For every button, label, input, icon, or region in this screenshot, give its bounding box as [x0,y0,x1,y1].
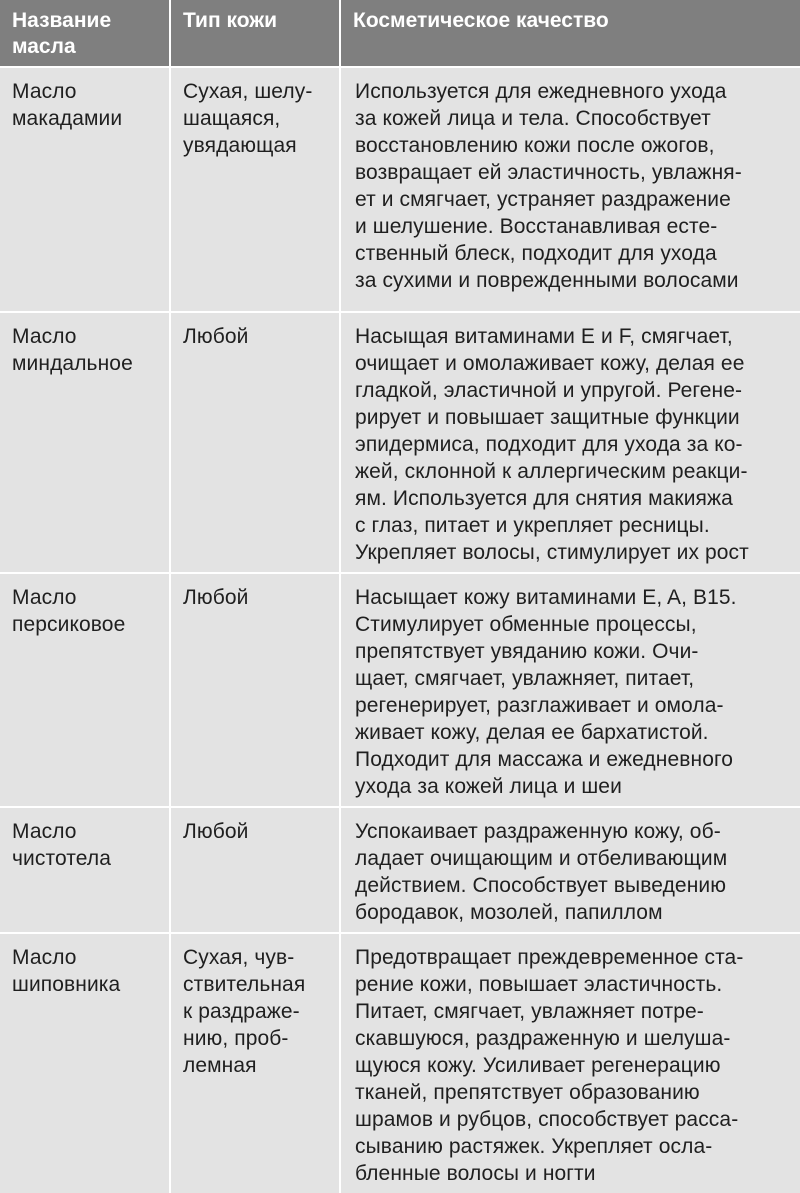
skin-type-cell [170,67,340,312]
skin-type-cell [170,807,340,933]
cosmetic-quality: Предотвращает преждевременное ста- рение кожи, повышает эластичность. Питает, смягчает, увлажняет потре- скавшуюся, раздраженную и шелуша- щуюся кожу. Усиливает регенерацию тканей, препятствует образованию шрамов и рубцов, способствует расса- сыванию растяжек. Укрепляет осла- бленные волосы и ногти [355,946,744,1185]
table-row [0,573,800,807]
table-header [0,0,800,67]
table-row [0,807,800,933]
header-skin-type-text: Тип кожи [183,9,278,32]
oil-name: Масло чистотела [12,820,111,870]
cosmetic-quality: Используется для ежедневного ухода за кожей лица и тела. Способствует восстановлению кожи после ожогов, возвращает ей эластичность, увлажня- ет и смягчает, устраняет раздражение и шелушение. Восстанавливая есте- ственный блеск, подходит для ухода за сухими и поврежденными волосами [355,80,742,292]
oil-name: Масло персиковое [12,586,126,636]
header-cosmetic-quality-text: Косметическое качество [353,9,609,32]
skin-type-cell [170,933,340,1193]
cosmetic-quality-cell [340,933,800,1193]
skin-type: Любой [183,586,249,609]
header-cosmetic-quality [340,0,800,67]
cosmetic-quality-cell [340,807,800,933]
oil-name: Масло шиповника [12,946,121,996]
header-oil-name [0,0,170,67]
cosmetic-quality-cell [340,67,800,312]
oil-name-cell [0,67,170,312]
skin-type: Любой [183,325,249,348]
skin-type: Сухая, шелу- шащаяся, увядающая [183,80,313,157]
oil-name-cell [0,807,170,933]
cosmetic-quality: Насыщает кожу витаминами E, A, B15. Стимулирует обменные процессы, препятствует увяданию кожи. Очи- щает, смягчает, увлажняет, питает, регенерирует, разглаживает и омола- живает кожу, делая ее бархатистой. Подходит для массажа и ежедневного ухода за кожей лица и шеи [355,586,737,798]
cosmetic-quality-cell [340,312,800,573]
table-row [0,67,800,312]
table-body [0,67,800,1193]
oil-name-cell [0,573,170,807]
oil-name-cell [0,312,170,573]
table-row [0,312,800,573]
skin-type-cell [170,312,340,573]
cosmetic-quality: Успокаивает раздраженную кожу, об- ладает очищающим и отбеливающим действием. Способствует выведению бородавок, мозолей, папиллом [355,820,728,924]
skin-type: Любой [183,820,249,843]
cosmetic-quality-cell [340,573,800,807]
cosmetic-quality: Насыщая витаминами E и F, смягчает, очищает и омолаживает кожу, делая ее гладкой, эластичной и упругой. Регене- рирует и повышает защитные функции эпидермиса, подходит для ухода за ко- жей, склонной к аллергическим реакци- ям. Используется для снятия макияжа с глаз, питает и укрепляет ресницы. Укрепляет волосы, стимулирует их рост [355,325,749,564]
skin-type-cell [170,573,340,807]
table-row [0,933,800,1193]
oil-name: Масло макадамии [12,80,123,130]
header-skin-type [170,0,340,67]
header-oil-name-text: Название масла [12,9,112,58]
skin-type: Сухая, чув- ствительная к раздраже- нию, проб- лемная [183,946,306,1077]
oil-name-cell [0,933,170,1193]
oil-name: Масло миндальное [12,325,133,375]
header-row [0,0,800,67]
